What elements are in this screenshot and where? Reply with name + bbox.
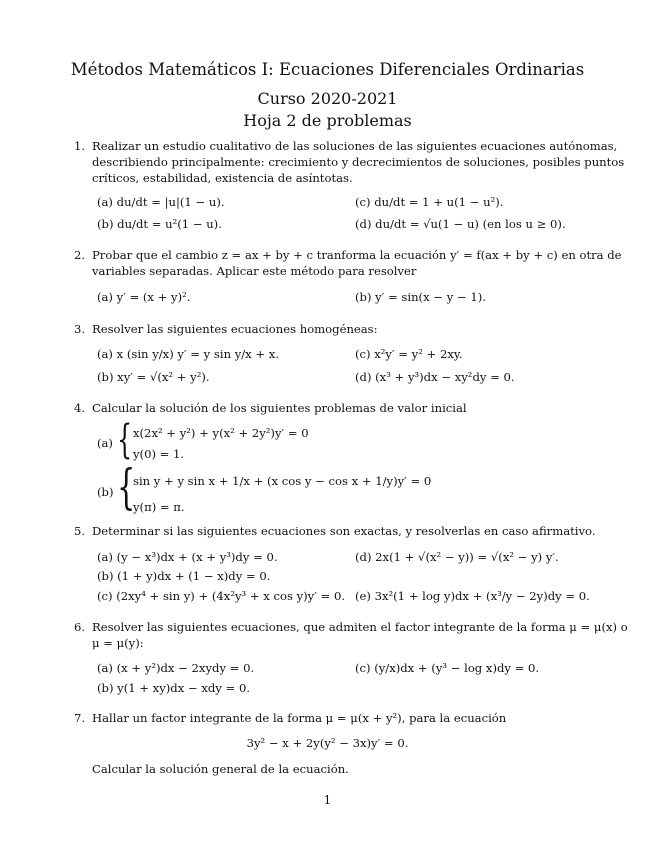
problem-1a: (a) du/dt = |u|(1 − u). xyxy=(97,195,225,209)
problem-3b: (b) xy′ = √(x² + y²). xyxy=(97,370,210,384)
problem-6a: (a) (x + y²)dx − 2xydy = 0. xyxy=(97,661,255,675)
document-title: Métodos Matemáticos I: Ecuaciones Diferenciales Ordinarias xyxy=(70,60,585,79)
problem-5c: (c) (2xy⁴ + sin y) + (4x²y³ + x cos y)y′ = 0. xyxy=(97,589,346,603)
problem-3a: (a) x (sin y/x) y′ = y sin y/x + x. xyxy=(97,347,280,361)
problem-3d: (d) (x³ + y³)dx − xy²dy = 0. xyxy=(355,370,515,384)
problem-1-line-2: describiendo principalmente: crecimiento y decrecimientos de soluciones, posibles puntos xyxy=(92,155,625,169)
problem-4b-initial-condition: y(π) = π. xyxy=(133,500,185,514)
problem-6-line-2: μ = μ(y): xyxy=(92,636,144,650)
problem-7-number: 7. xyxy=(74,711,86,725)
problem-5b: (b) (1 + y)dx + (1 − x)dy = 0. xyxy=(97,569,271,583)
page-number: 1 xyxy=(323,793,332,807)
problem-7-equation: 3y² − x + 2y(y² − 3x)y′ = 0. xyxy=(246,736,409,750)
problem-6b: (b) y(1 + xy)dx − xdy = 0. xyxy=(97,681,251,695)
problem-5d: (d) 2x(1 + √(x² − y)) = √(x² − y) y′. xyxy=(355,550,559,564)
problem-2a: (a) y′ = (x + y)². xyxy=(97,290,191,304)
problem-2b: (b) y′ = sin(x − y − 1). xyxy=(355,290,486,304)
problem-3c: (c) x²y′ = y² + 2xy. xyxy=(355,347,463,361)
sheet-label: Hoja 2 de problemas xyxy=(243,111,412,130)
problem-1b: (b) du/dt = u²(1 − u). xyxy=(97,217,222,231)
problem-4a-equation: x(2x² + y²) + y(x² + 2y²)y′ = 0 xyxy=(133,426,309,440)
problem-6-number: 6. xyxy=(74,620,86,634)
problem-4b-equation: sin y + y sin x + 1/x + (x cos y − cos x + 1/y)y′ = 0 xyxy=(133,474,432,488)
problem-7-line-1: Hallar un factor integrante de la forma μ = μ(x + y²), para la ecuación xyxy=(92,711,507,725)
problem-4a-initial-condition: y(0) = 1. xyxy=(133,447,185,461)
problem-4-number: 4. xyxy=(74,401,86,415)
problem-6-line-1: Resolver las siguientes ecuaciones, que admiten el factor integrante de la forma μ = μ(x) o xyxy=(92,620,628,634)
problem-2-line-2: variables separadas. Aplicar este método para resolver xyxy=(92,264,417,278)
problem-1c: (c) du/dt = 1 + u(1 − u²). xyxy=(355,195,504,209)
problem-5e: (e) 3x²(1 + log y)dx + (x³/y − 2y)dy = 0. xyxy=(355,589,590,603)
problem-5-line-1: Determinar si las siguientes ecuaciones son exactas, y resolverlas en caso afirmativo. xyxy=(92,524,596,538)
problem-3-line-1: Resolver las siguientes ecuaciones homogéneas: xyxy=(92,322,378,336)
problem-7-closing-line: Calcular la solución general de la ecuación. xyxy=(92,762,349,776)
left-brace-icon: { xyxy=(117,459,136,515)
problem-1-line-1: Realizar un estudio cualitativo de las soluciones de las siguientes ecuaciones autónomas, xyxy=(92,139,618,153)
course-label: Curso 2020-2021 xyxy=(257,89,398,108)
problem-4b-label: (b) xyxy=(97,485,114,499)
problem-6c: (c) (y/x)dx + (y³ − log x)dy = 0. xyxy=(355,661,540,675)
problem-2-line-1: Probar que el cambio z = ax + by + c tranforma la ecuación y′ = f(ax + by + c) en otra de xyxy=(92,248,622,262)
problem-1d: (d) du/dt = √u(1 − u) (en los u ≥ 0). xyxy=(355,217,566,231)
problem-2-number: 2. xyxy=(74,248,86,262)
problem-4-line-1: Calcular la solución de los siguientes problemas de valor inicial xyxy=(92,401,467,415)
problem-5-number: 5. xyxy=(74,524,86,538)
problem-4a-label: (a) xyxy=(97,436,113,450)
left-brace-icon: { xyxy=(117,417,133,463)
problem-1-line-3: críticos, estabilidad, existencia de asíntotas. xyxy=(92,171,353,185)
problem-3-number: 3. xyxy=(74,322,86,336)
problem-5a: (a) (y − x³)dx + (x + y³)dy = 0. xyxy=(97,550,278,564)
problem-1-number: 1. xyxy=(74,139,86,153)
